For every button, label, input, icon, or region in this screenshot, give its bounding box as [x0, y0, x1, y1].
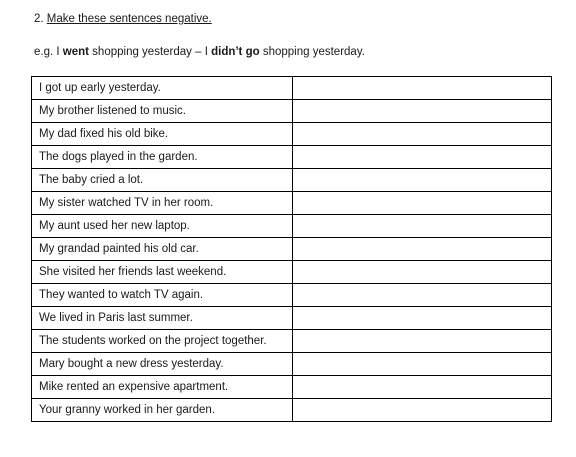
answer-cell[interactable] — [293, 123, 552, 146]
sentence-cell: My aunt used her new laptop. — [32, 215, 293, 238]
example-sentence — [34, 45, 365, 59]
table-row — [32, 353, 552, 376]
table-row — [32, 399, 552, 422]
answer-cell[interactable] — [293, 77, 552, 100]
sentence-cell: My brother listened to music. — [32, 100, 293, 123]
exercise-table — [31, 76, 552, 422]
example-mid: shopping yesterday – I — [88, 46, 212, 58]
answer-cell[interactable] — [293, 330, 552, 353]
sentence-cell: Mary bought a new dress yesterday. — [32, 353, 293, 376]
sentence-cell: They wanted to watch TV again. — [32, 284, 293, 307]
example-verb-negative: didn’t go — [211, 46, 260, 58]
table-row — [32, 169, 552, 192]
table-row — [32, 307, 552, 330]
answer-cell[interactable] — [293, 399, 552, 422]
example-prefix: e.g. I — [34, 46, 63, 58]
sentence-cell: Mike rented an expensive apartment. — [32, 376, 293, 399]
table-row — [32, 215, 552, 238]
answer-cell[interactable] — [293, 215, 552, 238]
table-row — [32, 192, 552, 215]
example-suffix: shopping yesterday. — [259, 46, 365, 58]
answer-cell[interactable] — [293, 307, 552, 330]
table-row — [32, 261, 552, 284]
answer-cell[interactable] — [293, 376, 552, 399]
sentence-cell: I got up early yesterday. — [32, 77, 293, 100]
sentence-cell: Your granny worked in her garden. — [32, 399, 293, 422]
sentence-cell: My sister watched TV in her room. — [32, 192, 293, 215]
table-row — [32, 376, 552, 399]
table-row — [32, 146, 552, 169]
sentence-cell: The students worked on the project together. — [32, 330, 293, 353]
table-row — [32, 284, 552, 307]
answer-cell[interactable] — [293, 192, 552, 215]
table-row — [32, 238, 552, 261]
answer-cell[interactable] — [293, 146, 552, 169]
answer-cell[interactable] — [293, 100, 552, 123]
sentence-cell: The baby cried a lot. — [32, 169, 293, 192]
sentence-cell: My grandad painted his old car. — [32, 238, 293, 261]
table-row — [32, 77, 552, 100]
exercise-title: Make these sentences negative. — [46, 13, 212, 25]
exercise-number: 2. — [34, 13, 44, 25]
answer-cell[interactable] — [293, 353, 552, 376]
answer-cell[interactable] — [293, 261, 552, 284]
answer-cell[interactable] — [293, 169, 552, 192]
table-row — [32, 100, 552, 123]
sentence-cell: She visited her friends last weekend. — [32, 261, 293, 284]
sentence-cell: The dogs played in the garden. — [32, 146, 293, 169]
table-row — [32, 330, 552, 353]
sentence-cell: We lived in Paris last summer. — [32, 307, 293, 330]
sentence-cell: My dad fixed his old bike. — [32, 123, 293, 146]
table-row — [32, 123, 552, 146]
answer-cell[interactable] — [293, 238, 552, 261]
answer-cell[interactable] — [293, 284, 552, 307]
exercise-instruction — [34, 12, 212, 26]
example-verb-positive: went — [62, 46, 89, 58]
